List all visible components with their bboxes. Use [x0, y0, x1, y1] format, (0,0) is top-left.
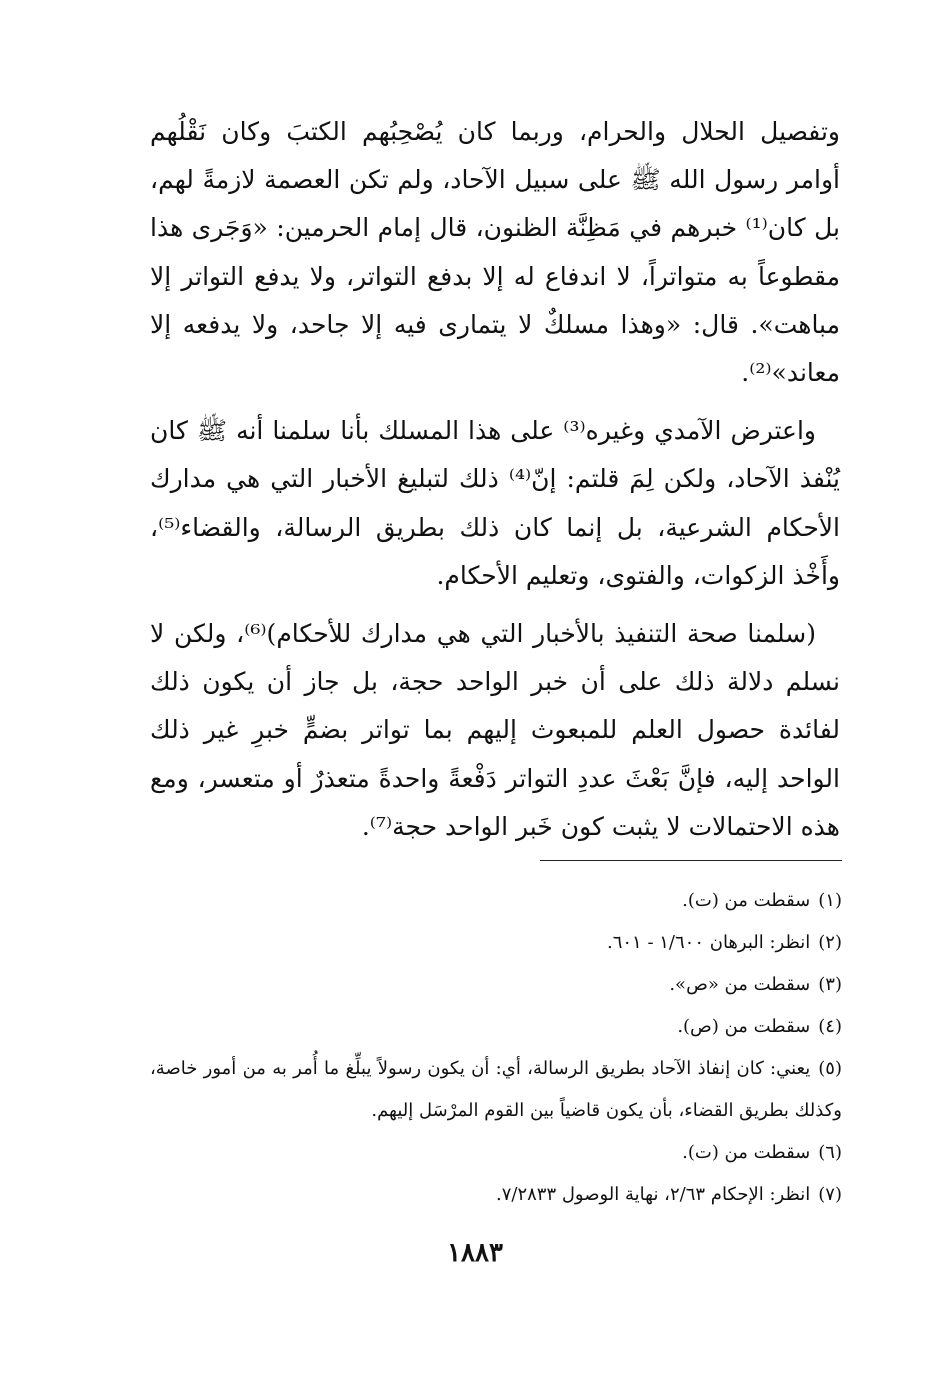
paragraph-2: واعترض الآمدي وغيره⁽³⁾ على هذا المسلك بأنا سلمنا أنه ﷺ كان يُنْفذ الآحاد، ولكن لِمَ قلتم: إنّ⁽⁴⁾ ذلك لتبليغ الأخبار التي هي مدارك الأحكام الشرعية، بل إنما كان ذلك بطريق الرسالة، والقضاء⁽⁵⁾، وأَخْذ الزكوات، والفتوى، وتعليم الأحكام.	[150, 416, 841, 590]
footnote-text: سقطت من (ص).	[677, 1016, 811, 1037]
footnote-1	[150, 880, 842, 922]
footnote-5	[150, 1048, 842, 1132]
footnote-number: (٤)	[818, 1016, 842, 1037]
footnote-3	[150, 964, 842, 1006]
footnotes-list	[150, 880, 842, 1216]
footnote-text: سقطت من (ت).	[682, 1142, 811, 1163]
footnote-number: (٥)	[818, 1058, 842, 1079]
footnote-separator	[540, 860, 842, 861]
footnote-number: (٣)	[818, 974, 842, 995]
main-text	[150, 108, 840, 861]
footnote-7	[150, 1174, 842, 1216]
footnote-number: (٢)	[818, 932, 842, 953]
footnote-number: (٧)	[818, 1184, 842, 1205]
footnote-text: انظر: البرهان ١/٦٠٠ - ٦٠١.	[606, 932, 811, 953]
footnote-2	[150, 922, 842, 964]
footnote-text: سقطت من «ص».	[669, 974, 811, 995]
footnote-text: يعني: كان إنفاذ الآحاد بطريق الرسالة، أي: أن يكون رسولاً يبلِّغ ما أُمر به من أمور خاصة، وكذلك بطريق القضاء، بأن يكون قاضياً بين القوم المرْسَل إليهم.	[150, 1058, 842, 1121]
footnote-text: انظر: الإحكام ٢/٦٣، نهاية الوصول ٧/٢٨٣٣.	[495, 1184, 811, 1205]
footnote-number: (٦)	[818, 1142, 842, 1163]
footnote-6	[150, 1132, 842, 1174]
footnote-text: سقطت من (ت).	[682, 890, 811, 911]
page-number: ١٨٨٣	[447, 1238, 503, 1268]
paragraph-3: (سلمنا صحة التنفيذ بالأخبار التي هي مدارك للأحكام)⁽⁶⁾، ولكن لا نسلم دلالة ذلك على أن خبر الواحد حجة، بل جاز أن يكون ذلك لفائدة حصول العلم للمبعوث إليهم بما تواتر بضمٍّ خبرِ غير ذلك الواحد إليه، فإنَّ بَعْثَ عددِ التواتر دَفْعةً واحدةً متعذرٌ أو متعسر، ومع هذه الاحتمالات لا يثبت كون خَبر الواحد حجة⁽⁷⁾.	[150, 619, 840, 841]
footnote-number: (١)	[818, 890, 842, 911]
paragraph-1: وتفصيل الحلال والحرام، وربما كان يُصْحِبُهم الكتبَ وكان نَقْلُهم أوامر رسول الله ﷺ على سبيل الآحاد، ولم تكن العصمة لازمةً لهم، بل كان⁽¹⁾ خبرهم في مَظِنَّة الظنون، قال إمام الحرمين: «وَجَرى هذا مقطوعاً به متواتراً، لا اندفاع له إلا بدفع التواتر، ولا يدفع التواتر إلا مباهت». قال: «وهذا مسلكٌ لا يتمارى فيه إلا جاحد، ولا يدفعه إلا معاند»⁽²⁾.	[150, 117, 841, 388]
footnote-4	[150, 1006, 842, 1048]
